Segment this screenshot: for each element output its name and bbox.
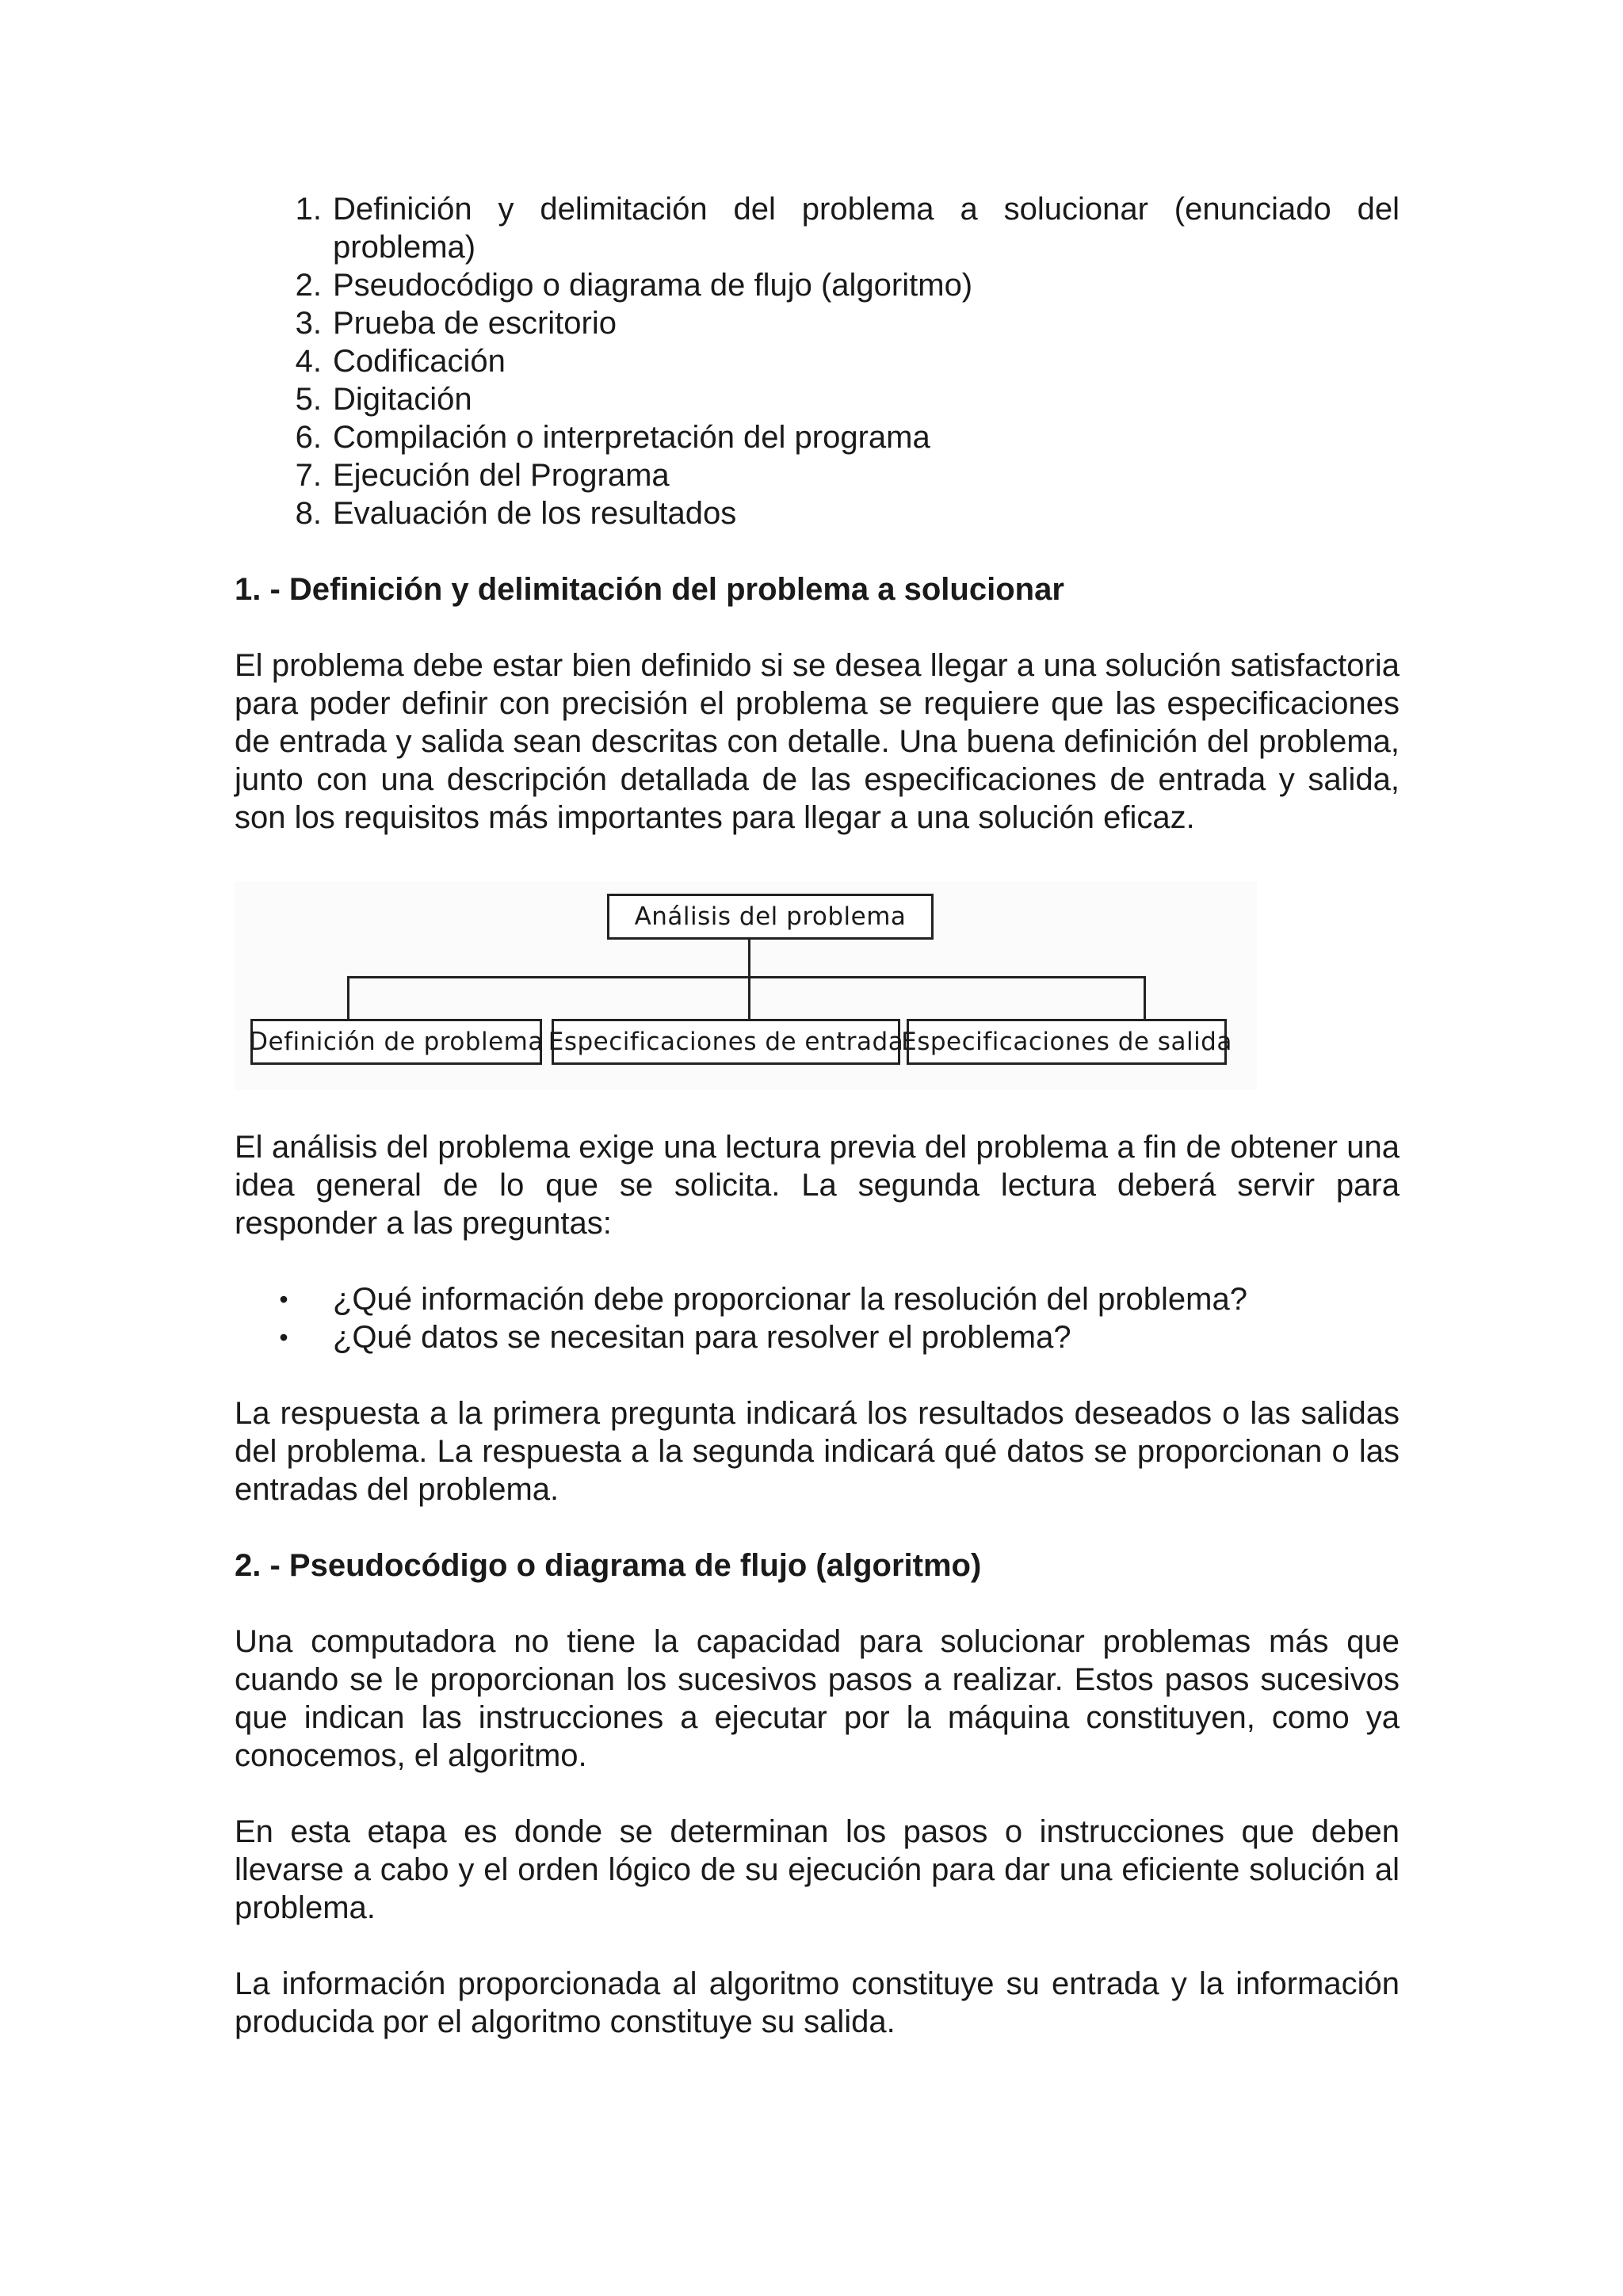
- steps-list: [235, 190, 1400, 532]
- connector-root-stem: [748, 938, 750, 978]
- list-number: 4.: [295, 344, 322, 379]
- section-2-paragraph-2: En esta etapa es donde se determinan los pasos o instrucciones que deben llevarse a cabo y el orden lógico de su ejecución para dar una eficiente solución al problema.: [235, 1814, 1400, 1925]
- list-number: 2.: [295, 268, 322, 303]
- diagram-child-input-specs: Especificaciones de entrada: [552, 1019, 900, 1065]
- question-text: ¿Qué información debe proporcionar la resolución del problema?: [333, 1282, 1247, 1317]
- list-item: [235, 418, 1400, 456]
- list-item: [235, 494, 1400, 532]
- list-text: Ejecución del Programa: [333, 458, 670, 493]
- document-page: [235, 190, 1400, 2041]
- list-item: [235, 342, 1400, 380]
- list-item: [235, 190, 1400, 266]
- connector-right: [1144, 976, 1146, 1020]
- list-item: [235, 304, 1400, 342]
- list-text: Compilación o interpretación del programa: [333, 420, 930, 455]
- list-item: [235, 1280, 1400, 1318]
- list-number: 1.: [295, 192, 322, 227]
- list-number: 8.: [295, 496, 322, 531]
- diagram-root-box: Análisis del problema: [607, 894, 934, 940]
- diagram-child-definition: Definición de problema: [250, 1019, 542, 1065]
- question-text: ¿Qué datos se necesitan para resolver el problema?: [333, 1320, 1071, 1355]
- connector-left: [347, 976, 349, 1020]
- connector-horizontal: [347, 976, 1146, 978]
- list-item: [235, 456, 1400, 494]
- list-number: 3.: [295, 306, 322, 341]
- list-text: Digitación: [333, 382, 472, 417]
- list-text: Prueba de escritorio: [333, 306, 617, 341]
- section-2-paragraph-3: La información proporcionada al algoritmo constituye su entrada y la información producida por el algoritmo constituye su salida.: [235, 1966, 1400, 2039]
- section-2-heading: 2. - Pseudocódigo o diagrama de flujo (algoritmo): [235, 1548, 982, 1583]
- list-item: [235, 380, 1400, 418]
- bullet-icon: •: [279, 1323, 288, 1352]
- list-text: Codificación: [333, 344, 506, 379]
- connector-middle: [748, 976, 750, 1020]
- list-number: 6.: [295, 420, 322, 455]
- list-item: [235, 266, 1400, 304]
- section-1-heading: 1. - Definición y delimitación del problema a solucionar: [235, 572, 1064, 607]
- section-1-paragraph-1: El problema debe estar bien definido si se desea llegar a una solución satisfactoria para poder definir con precisión el problema se requiere que las especificaciones de entrada y salida sean descritas con detalle. Una buena definición del problema, junto con una descripción detallada de las especificaciones de entrada y salida, son los requisitos más importantes para llegar a una solución eficaz.: [235, 648, 1400, 835]
- list-text: Evaluación de los resultados: [333, 496, 737, 531]
- questions-list: [235, 1280, 1400, 1356]
- analysis-diagram: [235, 881, 1257, 1090]
- list-number: 5.: [295, 382, 322, 417]
- list-text: Pseudocódigo o diagrama de flujo (algoritmo): [333, 268, 973, 303]
- list-number: 7.: [295, 458, 322, 493]
- list-text: Definición y delimitación del problema a solucionar (enunciado del problema): [333, 192, 1400, 265]
- section-1-paragraph-2: El análisis del problema exige una lectura previa del problema a fin de obtener una idea general de lo que se solicita. La segunda lectura deberá servir para responder a las preguntas:: [235, 1130, 1400, 1241]
- section-1-paragraph-3: La respuesta a la primera pregunta indicará los resultados deseados o las salidas del problema. La respuesta a la segunda indicará qué datos se proporcionan o las entradas del problema.: [235, 1396, 1400, 1507]
- list-item: [235, 1318, 1400, 1356]
- diagram-child-output-specs: Especificaciones de salida: [907, 1019, 1227, 1065]
- bullet-icon: •: [279, 1285, 288, 1314]
- section-2-paragraph-1: Una computadora no tiene la capacidad para solucionar problemas más que cuando se le proporcionan los sucesivos pasos a realizar. Estos pasos sucesivos que indican las instrucciones a ejecutar por la máquina constituyen, como ya conocemos, el algoritmo.: [235, 1624, 1400, 1773]
